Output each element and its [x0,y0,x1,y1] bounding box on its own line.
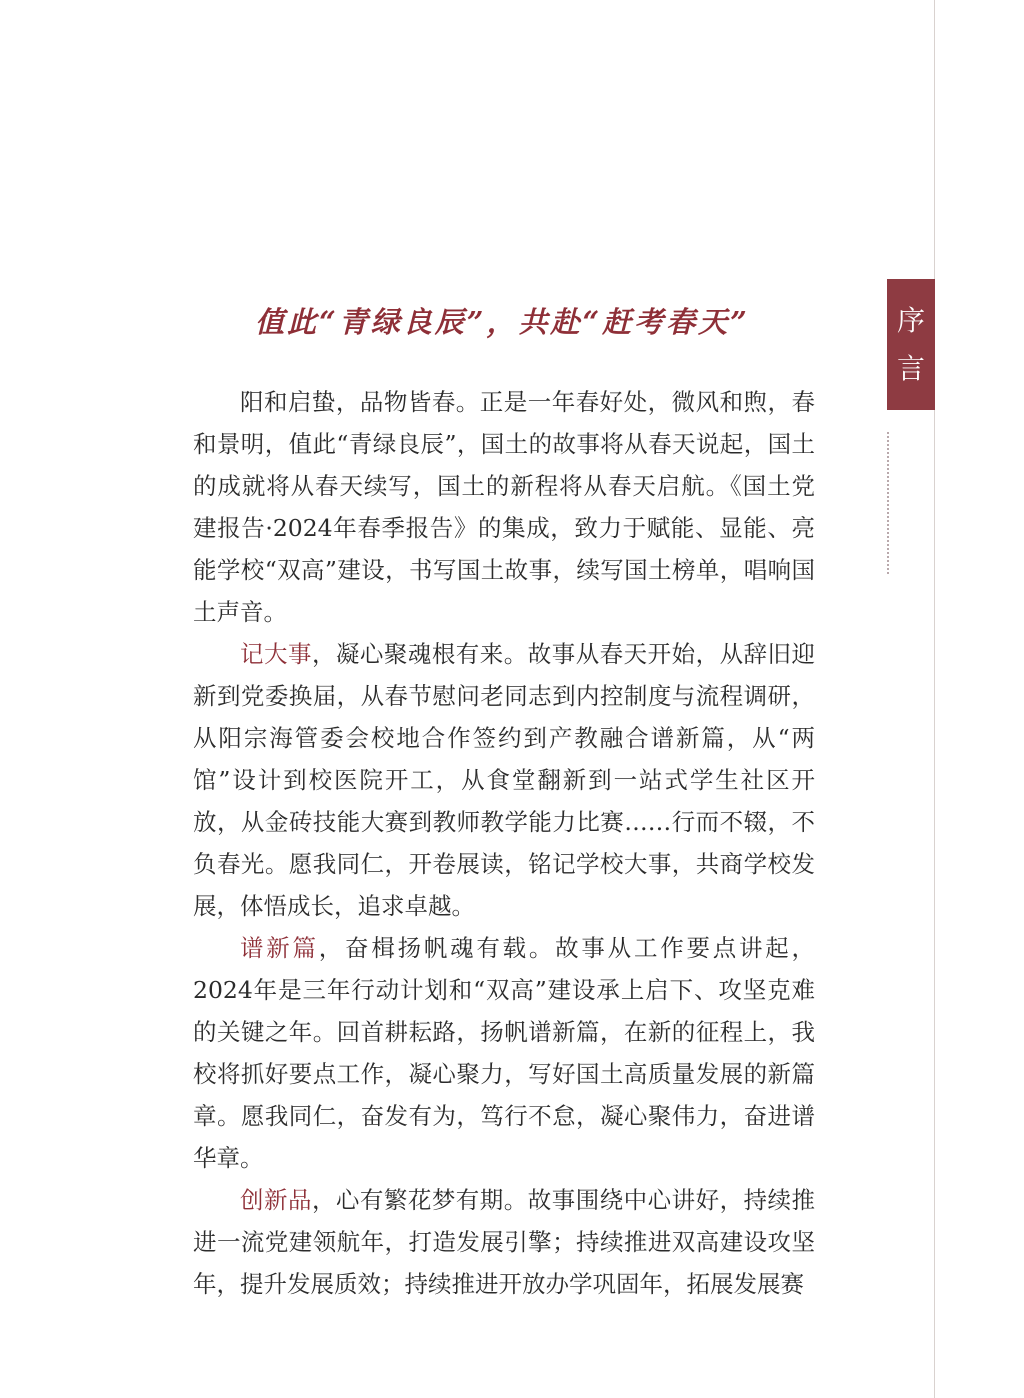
paragraph-2 [193,633,815,927]
paragraph-4 [193,1179,815,1305]
paragraph-keyword: 谱新篇 [240,934,319,962]
page-title: 值此“青绿良辰”，共赴“赶考春天” [255,305,750,339]
paragraph-text: ，心有繁花梦有期。故事围绕中心讲好，持续推进一流党建领航年，打造发展引擎；持续推进双高建设攻坚年，提升发展质效；持续推进开放办学巩固年，拓展发展赛 [193,1186,816,1298]
page-edge-line [934,0,935,1398]
paragraph-text: 阳和启蛰，品物皆春。正是一年春好处，微风和煦，春和景明，值此“青绿良辰”，国土的故事将从春天说起，国土的成就将从春天续写，国土的新程将从春天启航。《国土党建报告·2024年春季报告》的集成，致力于赋能、显能、亮能学校“双高”建设，书写国土故事，续写国土榜单，唱响国土声音。 [193,388,815,626]
paragraph-keyword: 记大事 [240,640,312,668]
section-tab-preface[interactable] [887,279,935,410]
dotted-divider [887,432,889,574]
section-tab-char-1: 序 [896,303,925,337]
paragraph-text: ，奋楫扬帆魂有载。故事从工作要点讲起，2024年是三年行动计划和“双高”建设承上启下、攻坚克难的关键之年。回首耕耘路，扬帆谱新篇，在新的征程上，我校将抓好要点工作，凝心聚力，写好国土高质量发展的新篇章。愿我同仁，奋发有为，笃行不怠，凝心聚伟力，奋进谱华章。 [193,934,816,1172]
preface-body [193,381,815,1305]
section-tab-char-2: 言 [896,351,925,385]
paragraph-1 [193,381,815,633]
paragraph-keyword: 创新品 [240,1186,312,1214]
paragraph-3 [193,927,815,1179]
paragraph-text: ，凝心聚魂根有来。故事从春天开始，从辞旧迎新到党委换届，从春节慰问老同志到内控制度与流程调研，从阳宗海管委会校地合作签约到产教融合谱新篇，从“两馆”设计到校医院开工，从食堂翻新到一站式学生社区开放，从金砖技能大赛到教师教学能力比赛……行而不辍，不负春光。愿我同仁，开卷展读，铭记学校大事，共商学校发展，体悟成长，追求卓越。 [193,640,816,920]
